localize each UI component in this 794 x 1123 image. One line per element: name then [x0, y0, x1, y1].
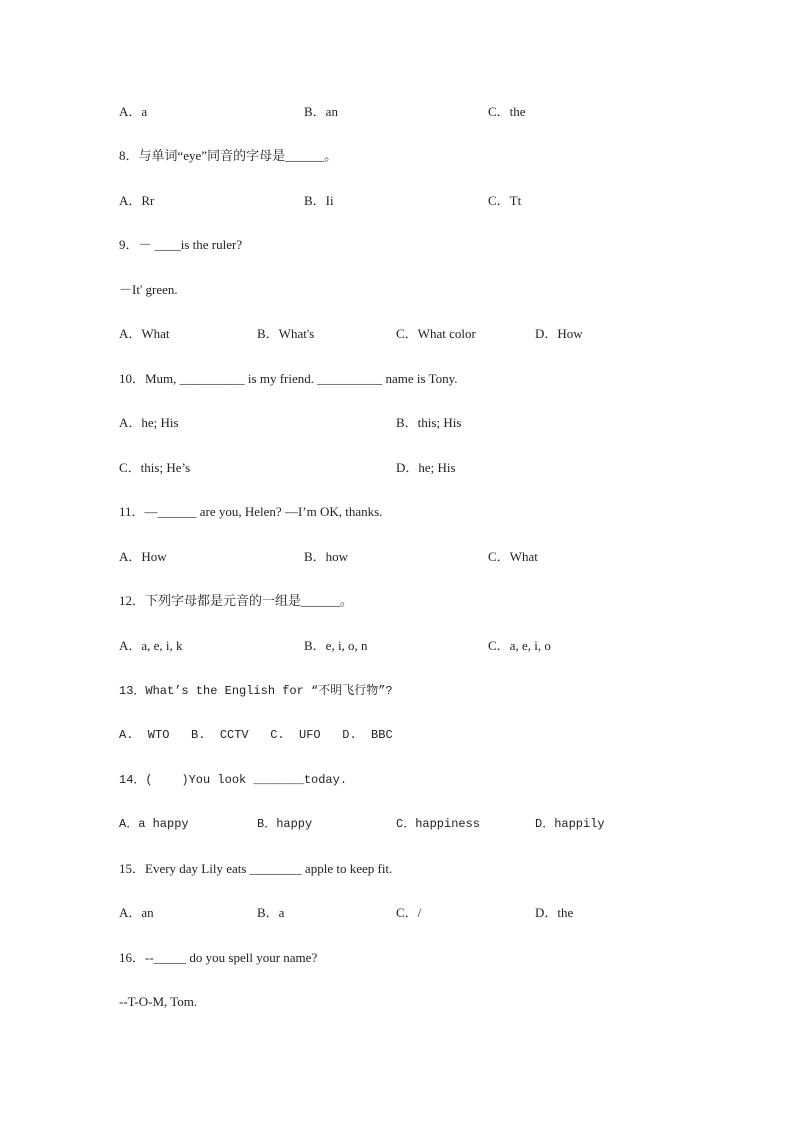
q7-option-c: C．the	[488, 104, 526, 119]
q7-option-a: A．a	[119, 104, 148, 119]
q10-option-d: D．he; His	[396, 460, 456, 475]
q11-stem: 11．—______ are you, Helen? —I’m OK, thanks.	[119, 504, 383, 519]
q14-option-d: D．happily	[535, 817, 605, 831]
q15-option-b: B．a	[257, 905, 285, 920]
q12-stem: 12．下列字母都是元音的一组是______。	[119, 593, 354, 608]
q12-option-b: B．e, i, o, n	[304, 638, 368, 653]
q10-option-c: C．this; He’s	[119, 460, 191, 475]
q14-option-c: C．happiness	[396, 817, 481, 831]
q11-option-b: B．how	[304, 549, 349, 564]
q12-option-a: A．a, e, i, k	[119, 638, 183, 653]
q10-option-b: B．this; His	[396, 415, 462, 430]
q15-option-a: A．an	[119, 905, 154, 920]
q9-option-d: D．How	[535, 326, 583, 341]
q16-reply: --T-O-M, Tom.	[119, 994, 198, 1009]
q11-option-a: A．How	[119, 549, 167, 564]
q16-stem: 16．--_____ do you spell your name?	[119, 950, 318, 965]
q14-option-b: B．happy	[257, 817, 313, 831]
q10-option-a: A．he; His	[119, 415, 179, 430]
q15-option-c: C．/	[396, 905, 422, 920]
q8-option-a: A．Rr	[119, 193, 155, 208]
q14-option-a: A．a happy	[119, 817, 189, 831]
q13-options: A. WTO B. CCTV C. UFO D. BBC	[119, 728, 393, 742]
q9-stem: 9．－ ____is the ruler?	[119, 237, 243, 252]
q12-option-c: C．a, e, i, o	[488, 638, 551, 653]
q11-option-c: C．What	[488, 549, 538, 564]
q15-option-d: D．the	[535, 905, 574, 920]
q9-option-a: A．What	[119, 326, 170, 341]
q8-stem: 8．与单词“eye”同音的字母是______。	[119, 148, 338, 163]
q13-stem: 13．What’s the English for “不明飞行物”?	[119, 684, 393, 698]
q9-reply: －It' green.	[119, 282, 178, 297]
q15-stem: 15．Every day Lily eats ________ apple to keep fit.	[119, 861, 393, 876]
q14-stem: 14．( )You look _______today.	[119, 773, 348, 787]
q8-option-c: C．Tt	[488, 193, 522, 208]
q8-option-b: B．Ii	[304, 193, 334, 208]
q10-stem: 10．Mum, __________ is my friend. __________ name is Tony.	[119, 371, 458, 386]
q9-option-c: C．What color	[396, 326, 476, 341]
q9-option-b: B．What's	[257, 326, 315, 341]
q7-option-b: B．an	[304, 104, 338, 119]
